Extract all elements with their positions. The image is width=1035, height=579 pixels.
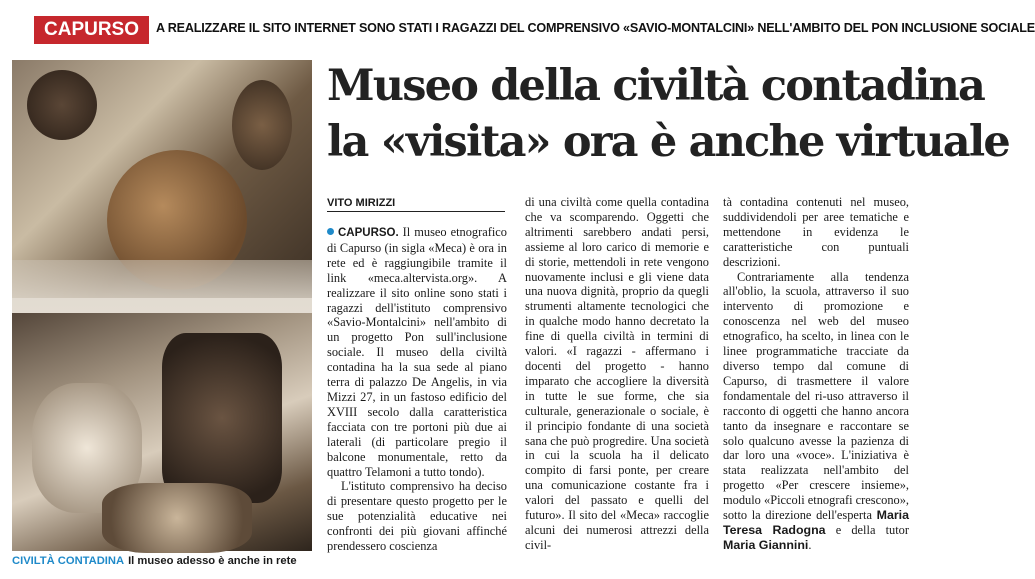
headline-line-2: la «visita» ora è anche virtuale — [327, 117, 1009, 167]
tool-shape — [232, 80, 292, 170]
article-column-2 — [525, 195, 709, 553]
basket-shape — [102, 483, 252, 553]
header-bar — [12, 14, 1035, 42]
paragraph: tà contadina contenuti nel museo, suddividendoli per aree tematiche e mettendone in evidenza le caratteristiche con puntuali descrizioni. — [723, 195, 909, 269]
floor-shape — [12, 260, 312, 320]
headline-line-1: Museo della civiltà contadina — [327, 61, 985, 111]
article-column-3 — [723, 195, 909, 553]
tool-shape — [162, 333, 282, 503]
paragraph-text: Contrariamente alla tendenza all'oblio, la scuola, attraverso il suo intervento di promozione e conoscenza nel web del museo etnografico, ha scelto, in linea con le linee programmatiche tracciate da diverso tempo dal comune di Capurso, di trasmettere il valore fondamentale del ri-uso attraverso il racconto di oggetti che hanno ancora tanto da insegnare e raccontare se solo qualcuno avesse la pazienza di dar loro una «voce». L'iniziativa è stata realizzata nell'ambito del progetto «Per crescere insieme», modulo «Piccoli etnografi crescono», sotto la direzione dell'esperta — [723, 269, 909, 523]
bullet-dot-icon — [327, 228, 334, 235]
article-column-1 — [327, 225, 507, 554]
caption-text: Il museo adesso è anche in rete — [128, 555, 297, 567]
byline: VITO MIRIZZI — [327, 197, 505, 212]
paragraph: L'istituto comprensivo ha deciso di presentare questo progetto per le sue potenzialità educative nei confronti dei più giovani affinché prendessero coscienza — [327, 479, 507, 554]
paragraph: di una civiltà come quella contadina che va scomparendo. Oggetti che altrimenti sarebbero andati persi, assieme al loro carico di memorie e di storie, mettendoli in rete vengono nuovamente inclusi e gli viene data una nuova dignità, proprio da quegli strumenti altamente tecnologici che in qualche modo hanno decretato la fine di quella civiltà in termini di valori. «I ragazzi - affermano i docenti del progetto - hanno imparato che accogliere la diversità in tutte le sue forme, che sia culturale, generazionale o sociale, è il principio fondante di una società sana che può progredire. Una società in cui la scuola ha il delicato compito di farsi ponte, per creare una comunicazione costante fra i valori del passato e quelli del futuro». Il sito del «Meca» raccoglie alcuni dei numerosi attrezzi della civil- — [525, 195, 709, 552]
tutor-name: Maria Giannini — [723, 537, 809, 552]
paragraph — [723, 270, 909, 553]
paragraph-end: . — [808, 537, 812, 552]
headline — [327, 58, 1009, 170]
paragraph-text: e della tutor — [825, 522, 909, 537]
photo-caption — [12, 554, 322, 568]
tool-shape — [27, 70, 97, 140]
kicker-line: A REALIZZARE IL SITO INTERNET SONO STATI I RAGAZZI DEL COMPRENSIVO «SAVIO-MONTALCINI» NELL'AMBITO DEL PON INCLUSIONE SOCIALE — [156, 21, 1035, 35]
section-tag: CAPURSO — [34, 16, 149, 44]
dateline: CAPURSO. — [338, 227, 399, 239]
paragraph: Il museo etnografico di Capurso (in sigla «Meca) è ora in rete ed è raggiungibile tramite il link «meca.altervista.org». A realizzare il sito online sono stati i ragazzi dell'istituto comprensivo «Savio-Montalcini» nell'ambito di un progetto Pon sull'inclusione sociale. Il museo della civiltà contadina ha la sua sede al piano terra di palazzo De Angelis, in via Mizzi 27, in un fastoso edificio del XVIII secolo dalla caratteristica facciata con tre portoni più due ai laterali (di particolare pregio il balcone monumentale, retto da quattro Telamoni a tutto tondo). — [327, 225, 507, 479]
museum-photo-bottom — [12, 313, 312, 551]
museum-photo-top — [12, 60, 312, 298]
caption-lead: CIVILTÀ CONTADINA — [12, 555, 125, 567]
expert-name: Maria Teresa Radogna — [723, 508, 909, 537]
